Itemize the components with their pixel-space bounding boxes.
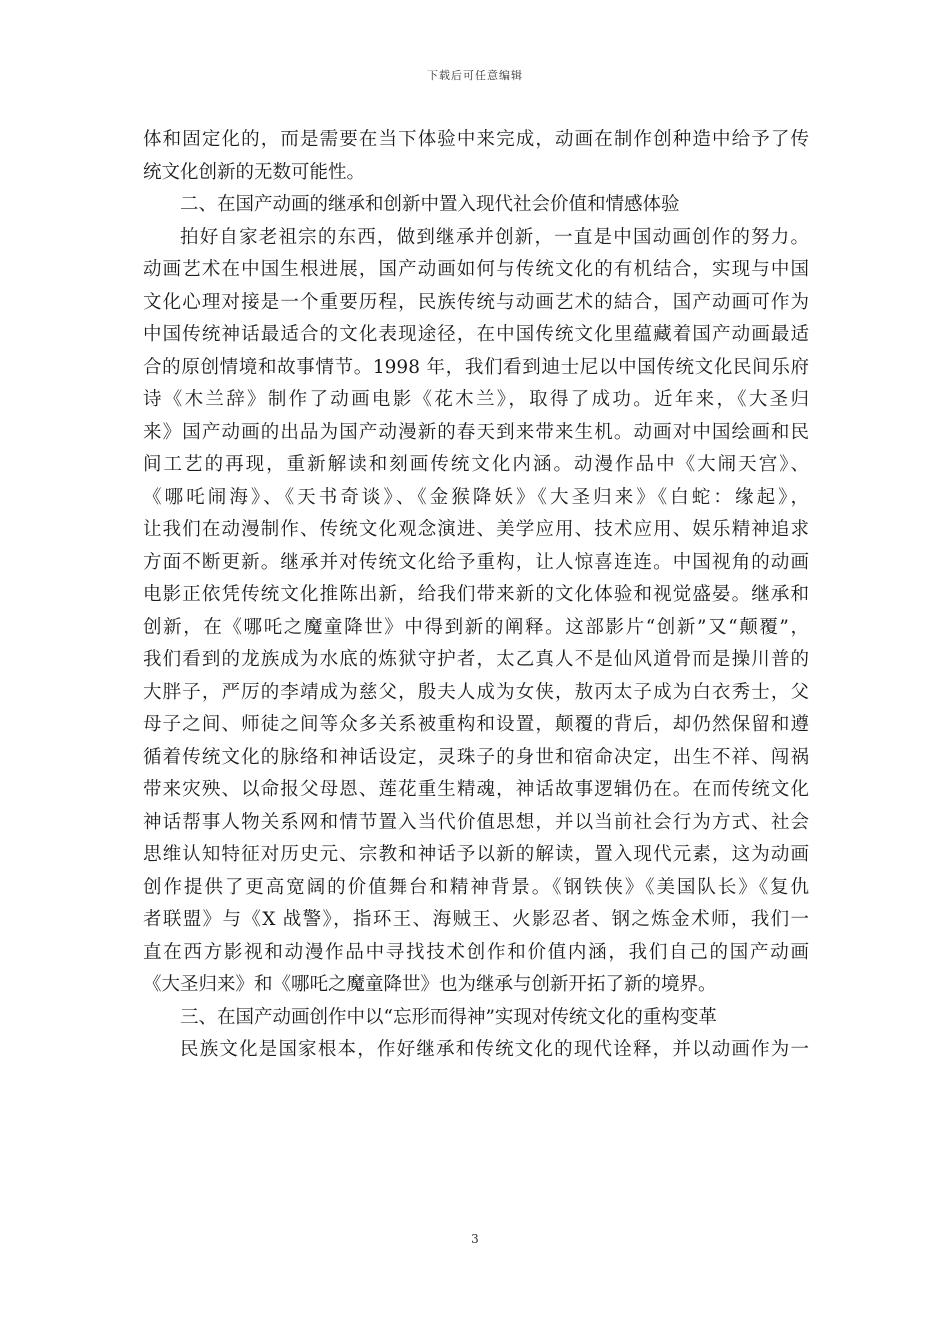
section-heading-2: 二、在国产动画的继承和创新中置入现代社会价值和情感体验 — [180, 194, 680, 215]
text-line: 我们看到的龙族成为水底的炼狱守护者，太乙真人不是仙风道骨而是操川普的 — [143, 649, 809, 670]
text-line: 体和固定化的，而是需要在当下体验中来完成，动画在制作创种造中给予了传 — [143, 129, 809, 150]
text-line: 诗《木兰辞》制作了动画电影《花木兰》，取得了成功。近年来，《大圣归 — [143, 389, 809, 410]
text-line: 拍好自家老祖宗的东西，做到继承并创新，一直是中国动画创作的努力。 — [180, 226, 809, 248]
page-number: 3 — [471, 1232, 479, 1246]
text-line: 创新，在《哪吒之魔童降世》中得到新的阐释。这部影片“创新”又“颠覆”， — [143, 616, 809, 638]
text-line: 者联盟》与《X 战警》，指环王、海贼王、火影忍者、钢之炼金术师，我们一 — [143, 909, 809, 930]
text-line: 《大圣归来》和《哪吒之魔童降世》也为继承与创新开拓了新的境界。 — [143, 974, 717, 995]
text-line: 电影正依凭传统文化推陈出新，给我们带来新的文化体验和视觉盛晏。继承和 — [143, 584, 809, 605]
text-line: 让我们在动漫制作、传统文化观念演进、美学应用、技术应用、娱乐精神追求 — [143, 519, 809, 540]
text-line: 来》国产动画的出品为国产动漫新的春天到来带来生机。动画对中国绘画和民 — [143, 421, 809, 443]
paragraph-3 — [143, 1034, 809, 1067]
document-body — [143, 124, 809, 1067]
text-line: 动画艺术在中国生根进展，国产动画如何与传统文化的有机结合，实现与中国 — [143, 259, 809, 280]
text-line: 神话帮事人物关系网和情节置入当代价值思想，并以当前社会行为方式、社会 — [143, 811, 809, 833]
text-line: 母子之间、师徒之间等众多关系被重构和设置，颠覆的背后，却仍然保留和遵 — [143, 714, 809, 735]
text-line: 民族文化是国家根本，作好继承和传统文化的现代诠释，并以动画作为一 — [180, 1039, 809, 1060]
text-line: 文化心理对接是一个重要历程，民族传统与动画艺术的結合，国产动画可作为 — [143, 291, 809, 313]
text-line: 中国传统神话最适合的文化表现途径，在中国传统文化里蕴藏着国产动画最适 — [143, 324, 809, 345]
text-line: 循着传统文化的脉络和神话设定，灵珠子的身世和宿命决定，出生不祥、闯祸 — [143, 746, 809, 768]
text-line: 统文化创新的无数可能性。 — [143, 161, 366, 183]
text-line: 方面不断更新。继承并对传统文化给予重构，让人惊喜连连。中国视角的动画 — [143, 551, 809, 573]
text-line: 思维认知特征对历史元、宗教和神话予以新的解读，置入现代元素，这为动画 — [143, 844, 809, 865]
text-line: 间工艺的再现，重新解读和刻画传统文化内涵。动漫作品中《大闹天宫》、 — [143, 454, 809, 475]
text-line: 大胖子，严厉的李靖成为慈父，殷夫人成为女侠，敖丙太子成为白衣秀士，父 — [143, 681, 809, 703]
section-heading-3: 三、在国产动画创作中以“忘形而得神”实现对传统文化的重构变革 — [180, 1006, 717, 1028]
text-line: 《哪吒闹海》、《天书奇谈》、《金猴降妖》《大圣归来》《白蛇：缘起》， — [143, 486, 809, 508]
paragraph-1 — [143, 124, 809, 189]
page-header: 下载后可任意编辑 — [427, 69, 523, 82]
text-line: 合的原创情境和故事情节。1998 年，我们看到迪士尼以中国传统文化民间乐府 — [143, 356, 809, 378]
text-line: 直在西方影视和动漫作品中寻找技术创作和价值内涵，我们自己的国产动画 — [143, 941, 809, 963]
text-line: 带来灾殃、以命报父母恩、莲花重生精魂，神话故事逻辑仍在。在而传统文化 — [143, 779, 809, 800]
paragraph-2 — [143, 222, 809, 1002]
text-line: 创作提供了更高宽阔的价值舞台和精神背景。《钢铁侠》《美国队长》《复仇 — [143, 876, 809, 898]
